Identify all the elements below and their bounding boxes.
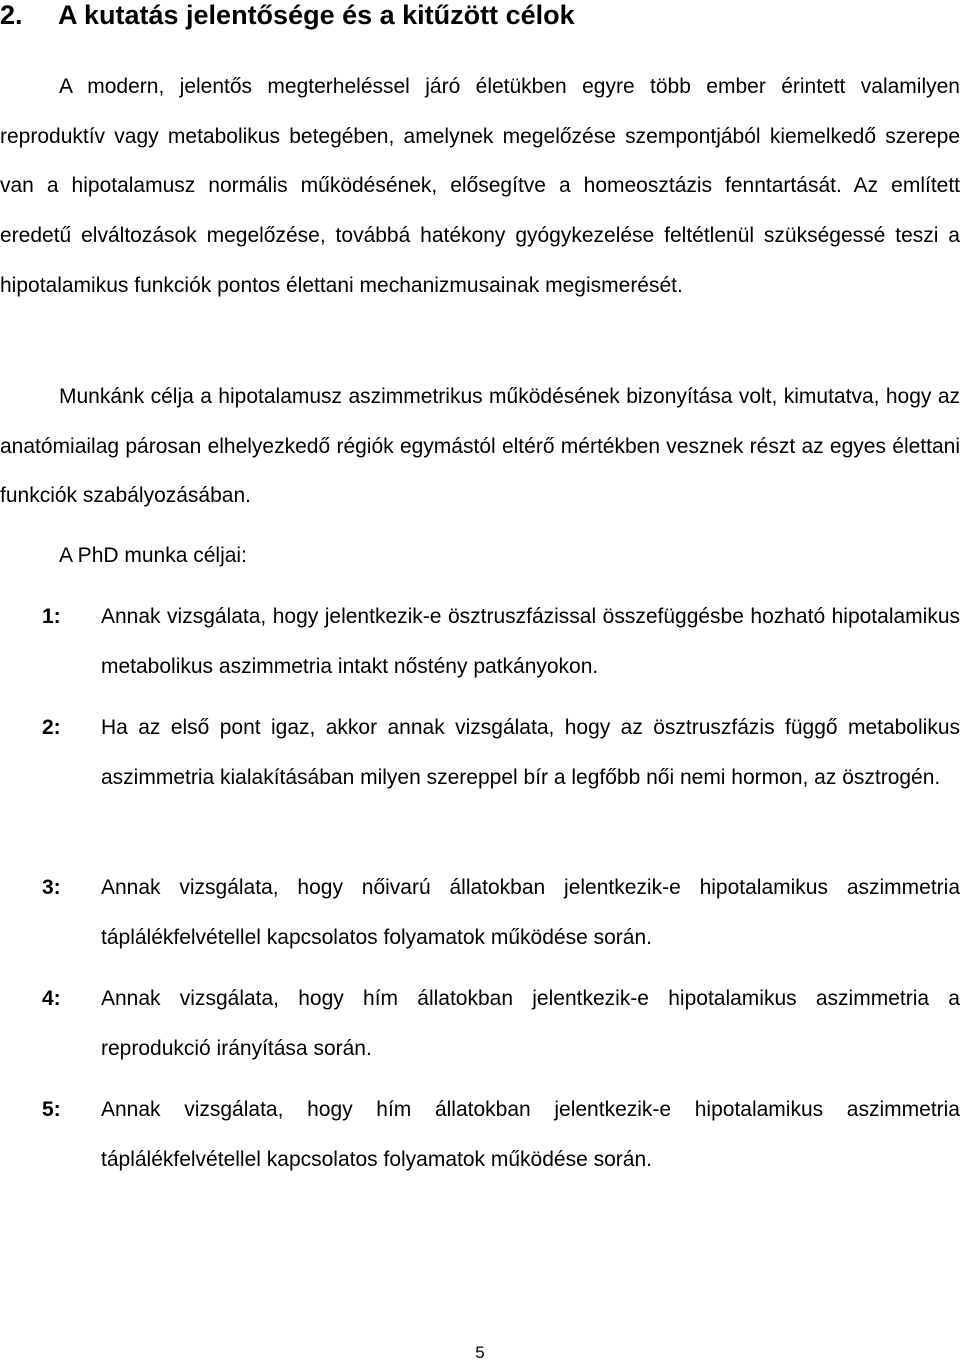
aim-label: 2: — [42, 716, 61, 739]
section-title: A kutatás jelentősége és a kitűzött célok — [58, 0, 575, 30]
aim-text: Annak vizsgálata, hogy hím állatokban jelentkezik-e hipotalamikus aszimmetria a reprodukció irányítása során. — [101, 987, 960, 1060]
section-number: 2. — [0, 0, 23, 30]
section-heading — [0, 0, 575, 32]
intro-paragraph: A modern, jelentős megterheléssel járó életükben egyre több ember érintett valamilyen reproduktív vagy metabolikus betegében, amelynek megelőzése szempontjából kiemelkedő szerepe van a hipotalamusz normális működésének, elősegítve a homeosztázis fenntartását. Az említett eredetű elváltozások megelőzése, továbbá hatékony gyógykezelése feltétlenül szükségessé teszi a hipotalamikus funkciók pontos élettani mechanizmusainak megismerését. — [0, 75, 960, 297]
aim-text: Annak vizsgálata, hogy hím állatokban jelentkezik-e hipotalamikus aszimmetria táplálékfelvétellel kapcsolatos folyamatok működése során. — [101, 1098, 960, 1171]
aims-intro: A PhD munka céljai: — [59, 544, 247, 567]
aim-label: 1: — [42, 605, 61, 628]
page-number: 5 — [475, 1343, 485, 1362]
aim-text: Annak vizsgálata, hogy jelentkezik-e ösztruszfázissal összefüggésbe hozható hipotalamikus metabolikus aszimmetria intakt nőstény patkányokon. — [101, 605, 960, 678]
aim-label: 5: — [42, 1098, 61, 1121]
aim-text: Ha az első pont igaz, akkor annak vizsgálata, hogy az ösztruszfázis függő metabolikus aszimmetria kialakításában milyen szereppel bír a legfőbb női nemi hormon, az ösztrogén. — [101, 716, 960, 789]
goal-paragraph: Munkánk célja a hipotalamusz aszimmetrikus működésének bizonyítása volt, kimutatva, hogy az anatómiailag párosan elhelyezkedő régiók egymástól eltérő mértékben vesznek részt az egyes élettani funkciók szabályozásában. — [0, 385, 960, 508]
aim-label: 4: — [42, 987, 61, 1010]
aim-label: 3: — [42, 876, 61, 899]
aim-text: Annak vizsgálata, hogy nőivarú állatokban jelentkezik-e hipotalamikus aszimmetria táplálékfelvétellel kapcsolatos folyamatok működése során. — [101, 876, 960, 949]
